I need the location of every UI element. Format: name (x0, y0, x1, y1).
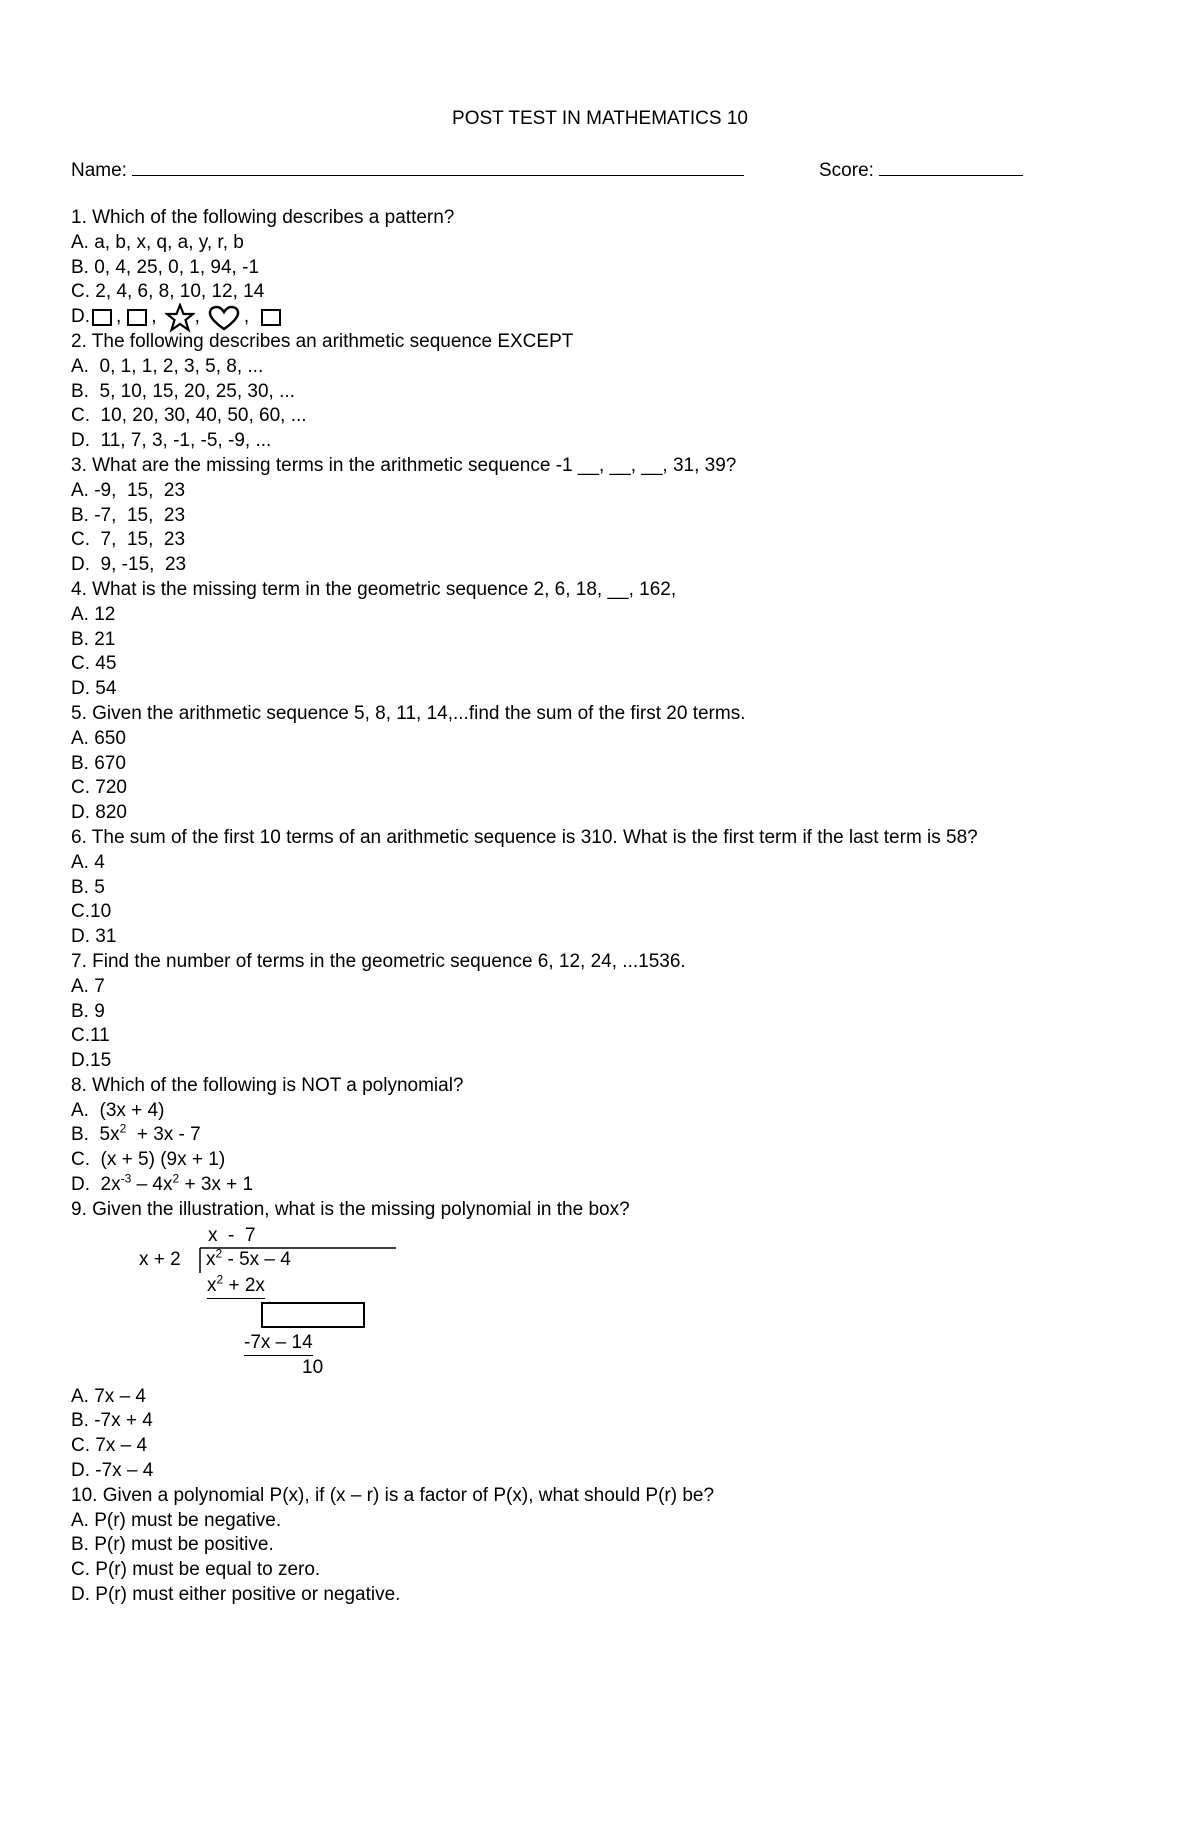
subtraction-line-2: -7x – 14 (244, 1331, 313, 1356)
subtrahend-text: x (207, 1274, 217, 1296)
choice-b: B. 5, 10, 15, 20, 25, 30, ... (71, 380, 295, 402)
comma: , (243, 306, 250, 328)
question-stem: 3. What are the missing terms in the arithmetic sequence -1 __, __, __, 31, 39? (71, 454, 737, 476)
score-label: Score: (819, 160, 874, 181)
exponent: -3 (120, 1171, 132, 1186)
choice-b: B. 670 (71, 752, 126, 774)
question-stem: 7. Find the number of terms in the geometric sequence 6, 12, 24, ...1536. (71, 950, 686, 972)
long-division-illustration (71, 1223, 1171, 1378)
choice-b: B. -7, 15, 23 (71, 504, 186, 526)
choice-a: A. 0, 1, 1, 2, 3, 5, 8, ... (71, 355, 264, 377)
choice-b: B. 9 (71, 1000, 105, 1022)
choice-a: A. 7x – 4 (71, 1385, 146, 1407)
choice-d-text: – 4x (131, 1174, 173, 1196)
question-stem: 9. Given the illustration, what is the missing polynomial in the box? (71, 1198, 630, 1220)
star-icon (165, 303, 195, 333)
choice-b: B. 21 (71, 628, 116, 650)
exponent: 2 (172, 1171, 180, 1186)
subtraction-line-1 (207, 1274, 265, 1299)
choice-c: C.10 (71, 901, 112, 923)
choice-b-text: B. 5x (71, 1124, 120, 1146)
choice-b (71, 1123, 1171, 1148)
score-blank[interactable] (879, 157, 1023, 176)
choice-d-text: D. 2x (71, 1174, 121, 1196)
choice-d: D. P(r) must either positive or negative. (71, 1584, 401, 1606)
questions (71, 206, 1171, 1608)
comma: , (151, 306, 157, 328)
choice-b: B. P(r) must be positive. (71, 1534, 274, 1556)
choice-c: C. 7, 15, 23 (71, 529, 186, 551)
dividend-text: x (206, 1248, 216, 1270)
choice-d: D.15 (71, 1050, 112, 1072)
dividend-text: - 5x – 4 (222, 1248, 291, 1270)
square-icon (127, 309, 147, 326)
name-blank[interactable] (132, 157, 744, 176)
question-stem: 4. What is the missing term in the geometric sequence 2, 6, 18, __, 162, (71, 578, 677, 600)
choice-b-text: + 3x - 7 (126, 1124, 201, 1146)
name-row (71, 157, 744, 183)
missing-polynomial-box[interactable] (261, 1302, 365, 1328)
choice-a: A. 650 (71, 727, 126, 749)
choice-c: C. 10, 20, 30, 40, 50, 60, ... (71, 405, 307, 427)
choice-b: B. 5 (71, 876, 105, 898)
quotient: x - 7 (208, 1224, 256, 1246)
choice-d: D. 31 (71, 926, 117, 948)
question-stem: 8. Which of the following is NOT a polynomial? (71, 1074, 464, 1096)
exponent: 2 (119, 1122, 127, 1137)
question-stem: 5. Given the arithmetic sequence 5, 8, 11, 14,...find the sum of the first 20 terms. (71, 702, 746, 724)
divisor: x + 2 (139, 1248, 181, 1270)
exponent: 2 (216, 1272, 224, 1287)
question-stem: 10. Given a polynomial P(x), if (x – r) is a factor of P(x), what should P(r) be? (71, 1484, 715, 1506)
choice-d-text: + 3x + 1 (179, 1174, 254, 1196)
comma: , (116, 306, 122, 328)
heart-icon (208, 305, 240, 331)
choice-c: C. P(r) must be equal to zero. (71, 1559, 321, 1581)
choice-a: A. 7 (71, 975, 105, 997)
square-icon (92, 309, 112, 326)
choice-b: B. 0, 4, 25, 0, 1, 94, -1 (71, 256, 260, 278)
choice-d (71, 1173, 1171, 1198)
remainder: 10 (302, 1356, 324, 1378)
question-stem: 6. The sum of the first 10 terms of an arithmetic sequence is 310. What is the first term if the last term is 58? (71, 826, 978, 848)
choice-a: A. 4 (71, 851, 105, 873)
choice-d: D. 820 (71, 802, 127, 824)
exponent: 2 (215, 1246, 223, 1261)
choice-a: A. 12 (71, 603, 116, 625)
name-label: Name: (71, 160, 127, 181)
choice-c: C. 720 (71, 777, 127, 799)
choice-d: D. 11, 7, 3, -1, -5, -9, ... (71, 430, 272, 452)
comma: , (194, 306, 200, 328)
choice-c: C. (x + 5) (9x + 1) (71, 1149, 226, 1171)
score-row (819, 157, 1023, 183)
subtrahend-text: + 2x (223, 1274, 265, 1296)
choice-a: A. -9, 15, 23 (71, 479, 186, 501)
choice-a: A. P(r) must be negative. (71, 1509, 282, 1531)
choice-d-prefix: D. (71, 306, 90, 328)
choice-a: A. (3x + 4) (71, 1099, 165, 1121)
choice-d: D. -7x – 4 (71, 1460, 154, 1482)
choice-d (71, 305, 1171, 330)
choice-c: C. 45 (71, 653, 117, 675)
dividend (206, 1248, 291, 1272)
choice-d: D. 54 (71, 678, 117, 700)
choice-c: C. 2, 4, 6, 8, 10, 12, 14 (71, 281, 265, 303)
question-stem: 2. The following describes an arithmetic sequence EXCEPT (71, 330, 574, 352)
page-title: POST TEST IN MATHEMATICS 10 (452, 108, 748, 129)
choice-a: A. a, b, x, q, a, y, r, b (71, 231, 244, 253)
choice-c: C.11 (71, 1025, 110, 1047)
choice-d: D. 9, -15, 23 (71, 554, 187, 576)
question-stem: 1. Which of the following describes a pattern? (71, 207, 455, 228)
square-icon (261, 309, 281, 326)
choice-b: B. -7x + 4 (71, 1410, 153, 1432)
choice-c: C. 7x – 4 (71, 1435, 148, 1457)
